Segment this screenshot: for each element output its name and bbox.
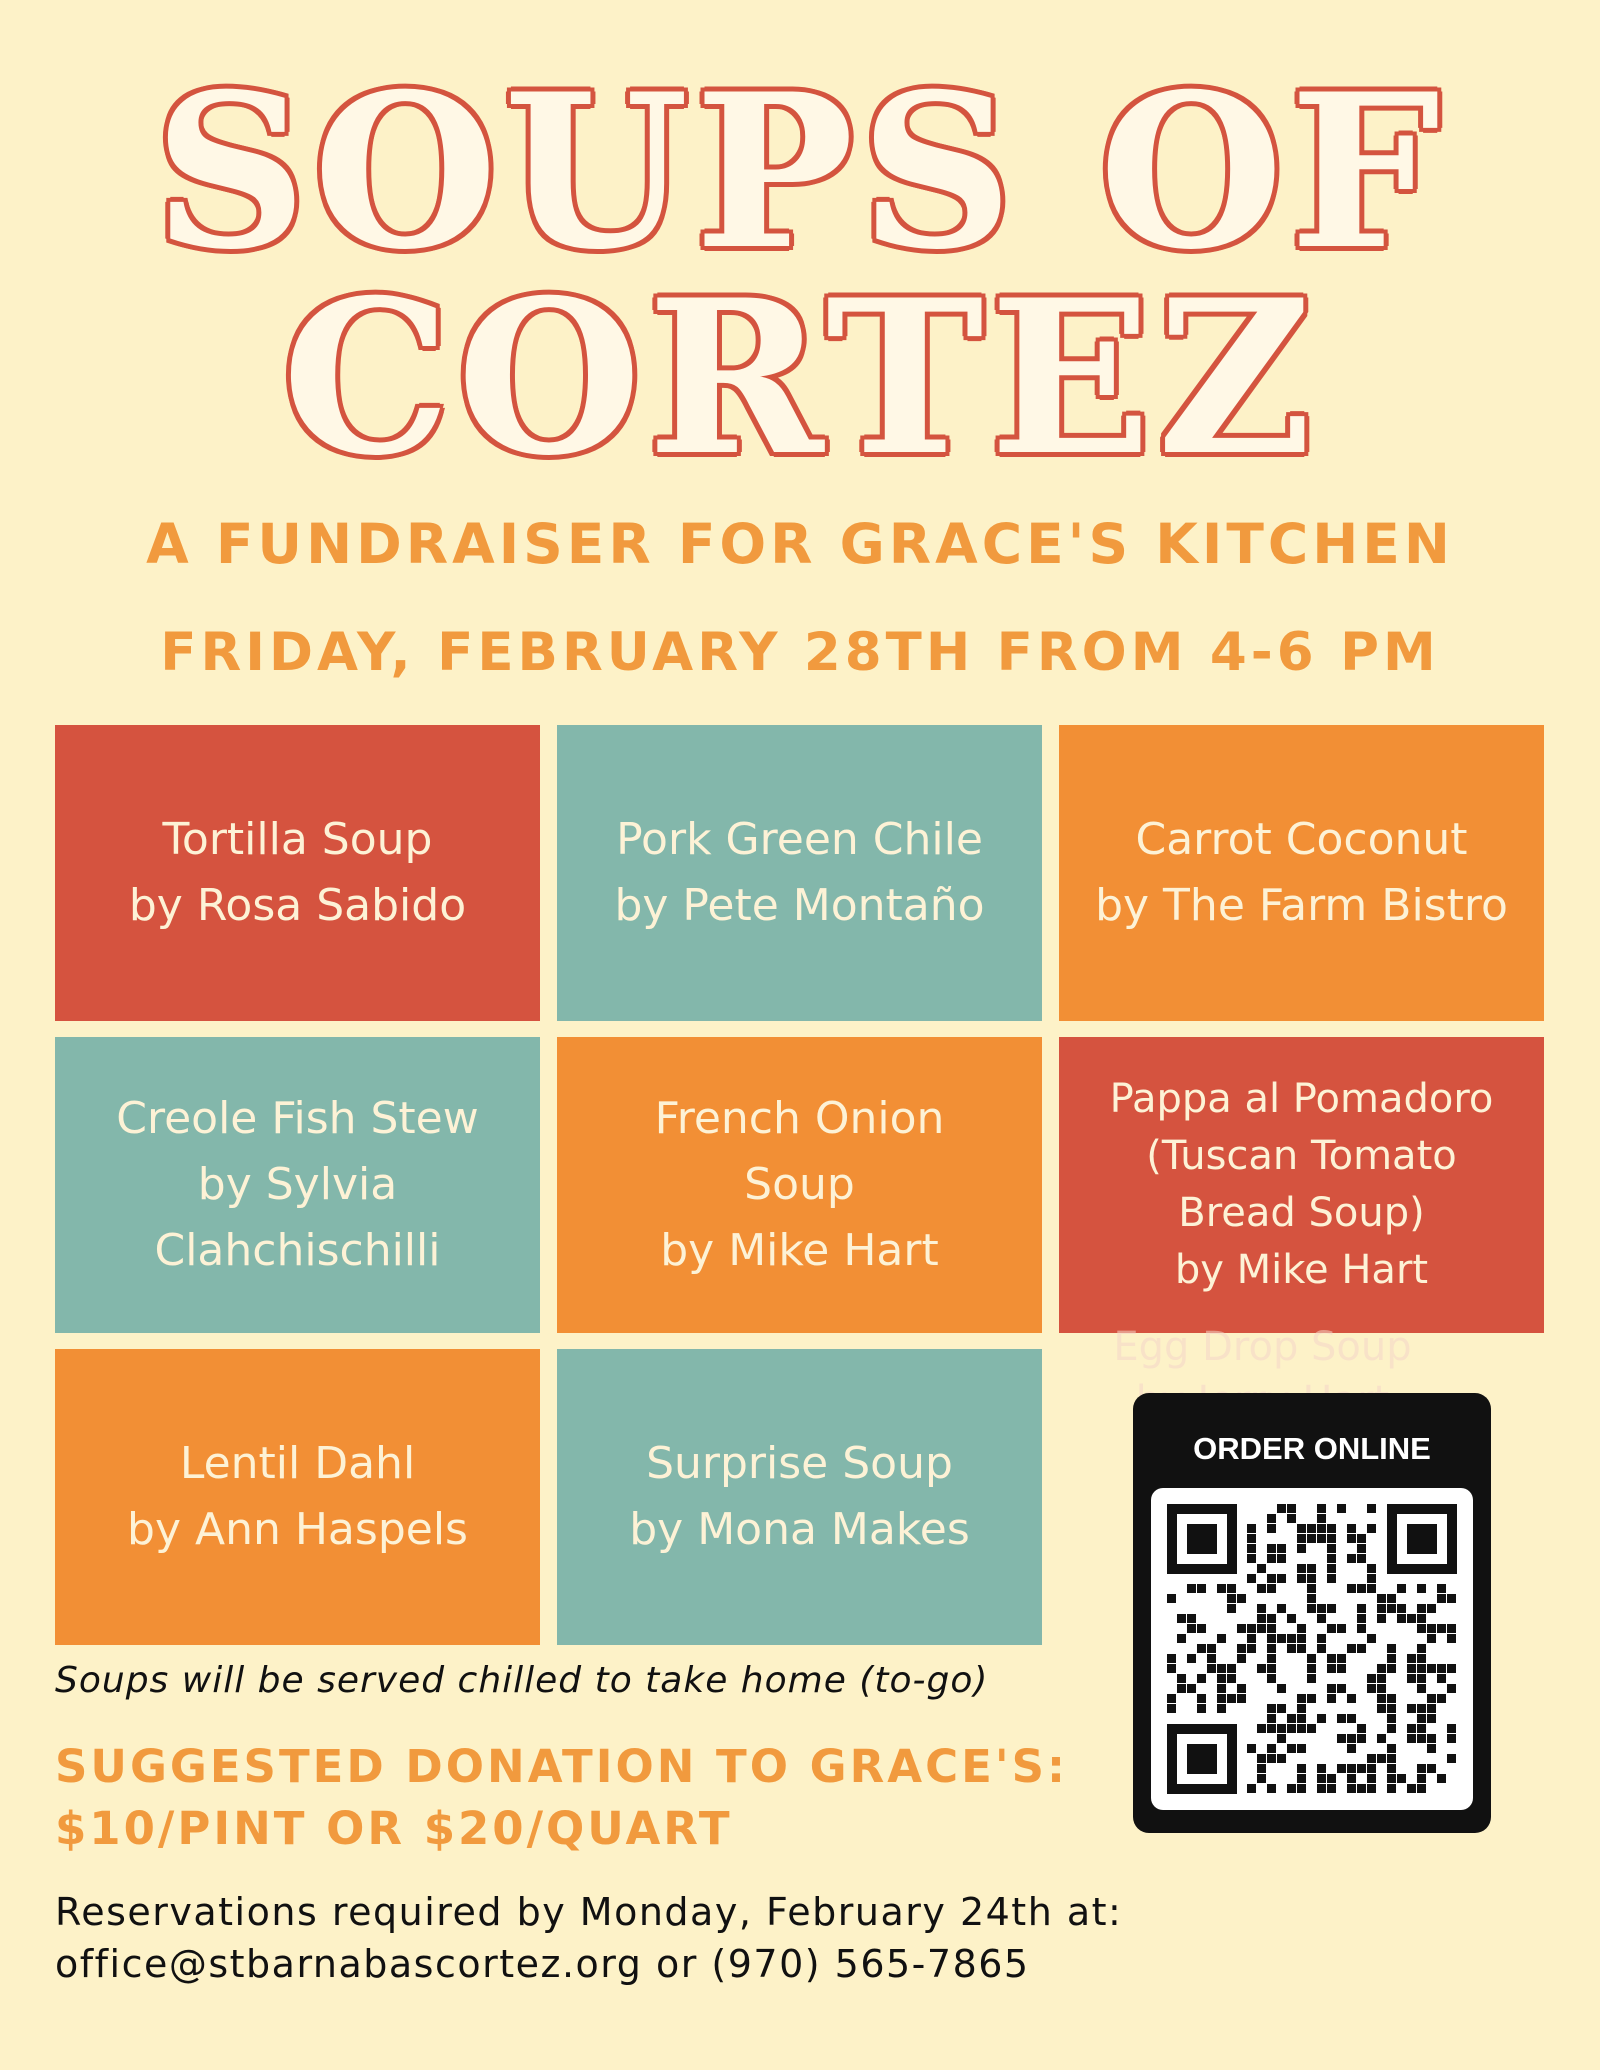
reservation-line-1: Reservations required by Monday, February 24th at:	[55, 1890, 1123, 1934]
soup-tile-surprise-soup	[557, 1349, 1042, 1645]
soup-tile-label: French Onion Soup by Mike Hart	[654, 1093, 945, 1276]
soup-tile-french-onion	[557, 1037, 1042, 1333]
soup-tile-label: Pork Green Chile by Pete Montaño	[614, 814, 985, 931]
soup-tile-tortilla	[55, 725, 540, 1021]
soup-tile-label: Pappa al Pomadoro (Tuscan Tomato Bread Soup) by Mike Hart	[1109, 1076, 1494, 1293]
qr-label: ORDER ONLINE	[1193, 1431, 1431, 1466]
soup-tile-label: Carrot Coconut by The Farm Bistro	[1095, 814, 1508, 931]
event-datetime: FRIDAY, FEBRUARY 28TH FROM 4-6 PM	[160, 622, 1440, 683]
qr-order-card[interactable]	[1133, 1393, 1491, 1833]
soup-tile-label: Lentil Dahl by Ann Haspels	[127, 1438, 468, 1555]
qr-code-icon[interactable]	[1151, 1488, 1473, 1810]
title-line-1: SOUPS OF	[153, 47, 1447, 296]
soup-tile-creole-fish-stew	[55, 1037, 540, 1333]
serving-note: Soups will be served chilled to take home (to-go)	[55, 1660, 989, 1701]
donation-line-1: SUGGESTED DONATION TO GRACE'S:	[55, 1740, 1069, 1793]
soup-tile-carrot-coconut	[1059, 725, 1544, 1021]
donation-line-2: $10/PINT OR $20/QUART	[55, 1802, 733, 1855]
soup-tile-label: Creole Fish Stew by Sylvia Clahchischilli	[116, 1093, 479, 1276]
qr-code-graphic	[1151, 1488, 1473, 1810]
faded-soup-text: Egg Drop Soup	[1113, 1324, 1412, 1370]
soup-tile-label: Surprise Soup by Mona Makes	[629, 1438, 970, 1555]
soup-tile-label: Tortilla Soup by Rosa Sabido	[128, 814, 467, 931]
soup-tile-pork-green-chile	[557, 725, 1042, 1021]
title-line-2: CORTEZ	[282, 253, 1318, 502]
soup-tile-pappa-al-pomadoro	[1059, 1037, 1544, 1333]
subtitle: A FUNDRAISER FOR GRACE'S KITCHEN	[146, 512, 1454, 576]
reservation-contact[interactable]: office@stbarnabascortez.org or (970) 565-7865	[55, 1942, 1030, 1986]
soup-tile-lentil-dahl	[55, 1349, 540, 1645]
